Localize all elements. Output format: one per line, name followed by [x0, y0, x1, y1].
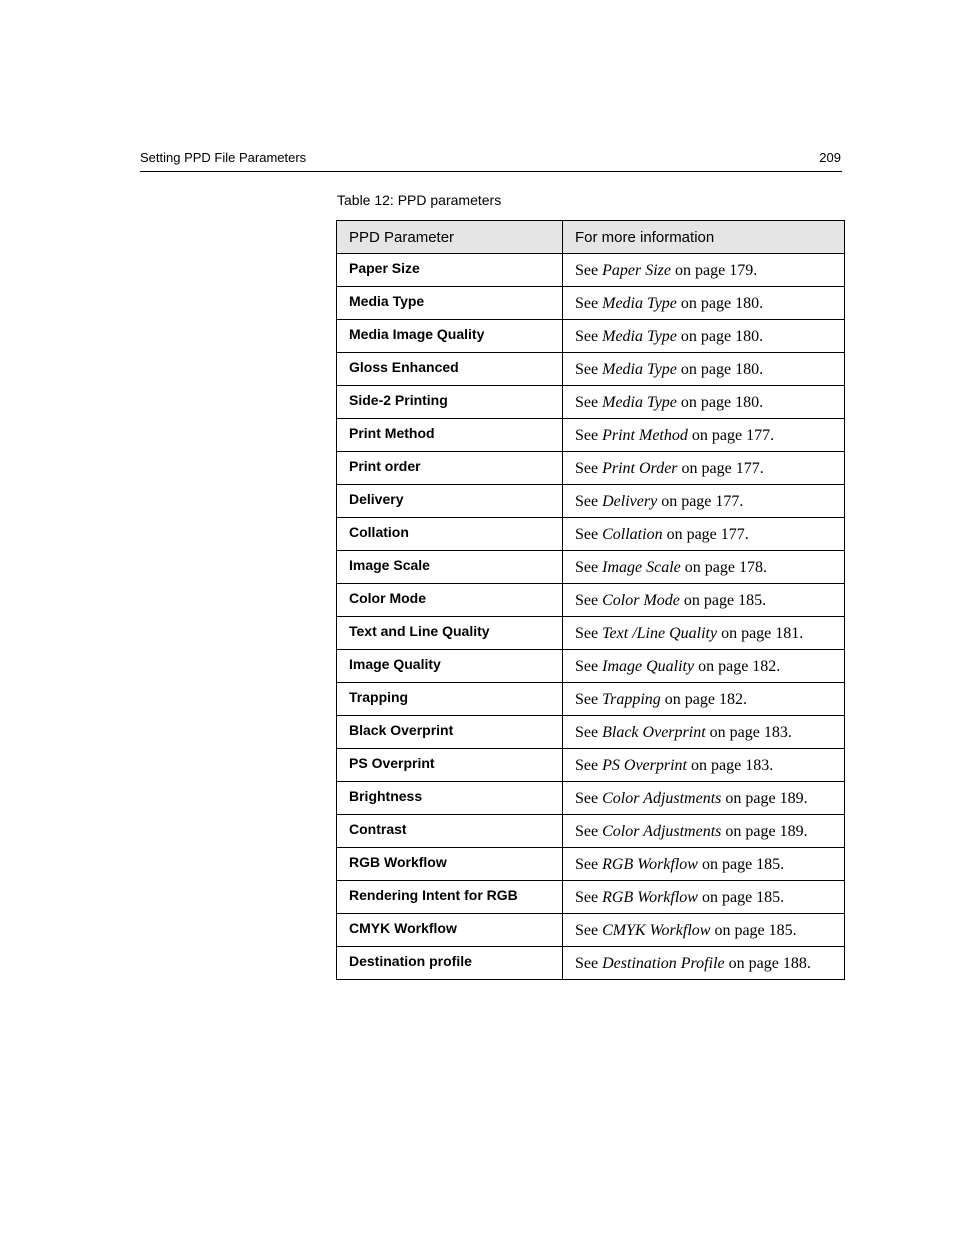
table-row [337, 518, 845, 551]
see-text: See [575, 559, 599, 576]
cross-reference-link[interactable]: Print Order [602, 460, 678, 477]
see-text: See [575, 823, 599, 840]
ppd-parameter-cell: PS Overprint [337, 749, 563, 782]
table-row [337, 254, 845, 287]
see-text: See [575, 724, 599, 741]
more-information-cell [563, 881, 845, 914]
table-row [337, 485, 845, 518]
cross-reference-link[interactable]: Color Adjustments [602, 823, 722, 840]
table-body [337, 254, 845, 980]
page-reference: on page 189. [725, 790, 808, 807]
cross-reference-link[interactable]: Black Overprint [602, 724, 706, 741]
cross-reference-link[interactable]: Media Type [602, 295, 677, 312]
more-information-cell [563, 551, 845, 584]
cross-reference-link[interactable]: Color Mode [602, 592, 680, 609]
page-reference: on page 180. [680, 295, 764, 312]
ppd-parameter-cell: Paper Size [337, 254, 563, 287]
more-information-cell [563, 287, 845, 320]
table-row [337, 782, 845, 815]
cross-reference-link[interactable]: Text /Line Quality [602, 625, 718, 642]
cross-reference-link[interactable]: Paper Size [602, 262, 671, 279]
see-text: See [575, 526, 599, 543]
page-reference: on page 188. [728, 955, 811, 972]
page-reference: on page 183. [709, 724, 792, 741]
page-reference: on page 177. [666, 526, 749, 543]
page-reference: on page 177. [691, 427, 775, 444]
table-row [337, 353, 845, 386]
running-header [140, 149, 842, 172]
cross-reference-link[interactable]: Destination Profile [602, 955, 725, 972]
see-text: See [575, 889, 599, 906]
more-information-cell [563, 254, 845, 287]
see-text: See [575, 361, 599, 378]
cross-reference-link[interactable]: Trapping [602, 691, 661, 708]
ppd-parameter-cell: Black Overprint [337, 716, 563, 749]
see-text: See [575, 658, 599, 675]
more-information-cell [563, 419, 845, 452]
ppd-parameter-cell: Delivery [337, 485, 563, 518]
table-caption: Table 12: PPD parameters [337, 192, 502, 208]
ppd-parameter-cell: RGB Workflow [337, 848, 563, 881]
page-reference: on page 185. [701, 856, 785, 873]
table-row [337, 683, 845, 716]
table-row [337, 881, 845, 914]
ppd-parameter-cell: Image Quality [337, 650, 563, 683]
page-reference: on page 183. [690, 757, 774, 774]
page-reference: on page 185. [701, 889, 785, 906]
table-row [337, 848, 845, 881]
cross-reference-link[interactable]: CMYK Workflow [602, 922, 711, 939]
ppd-parameter-cell: Side-2 Printing [337, 386, 563, 419]
more-information-cell [563, 749, 845, 782]
see-text: See [575, 460, 599, 477]
ppd-parameter-cell: Brightness [337, 782, 563, 815]
more-information-cell [563, 650, 845, 683]
more-information-cell [563, 683, 845, 716]
page-reference: on page 182. [664, 691, 747, 708]
ppd-parameter-cell: Collation [337, 518, 563, 551]
page-reference: on page 185. [683, 592, 767, 609]
table-row [337, 584, 845, 617]
cross-reference-link[interactable]: Delivery [602, 493, 658, 510]
see-text: See [575, 295, 599, 312]
more-information-cell [563, 584, 845, 617]
table-row [337, 551, 845, 584]
cross-reference-link[interactable]: Collation [602, 526, 663, 543]
page-reference: on page 180. [680, 328, 764, 345]
table-row [337, 749, 845, 782]
table-row [337, 320, 845, 353]
ppd-parameter-cell: Media Type [337, 287, 563, 320]
table-row [337, 452, 845, 485]
page-reference: on page 177. [681, 460, 764, 477]
page-reference: on page 180. [680, 361, 764, 378]
ppd-parameter-cell: CMYK Workflow [337, 914, 563, 947]
more-information-cell [563, 320, 845, 353]
see-text: See [575, 493, 599, 510]
see-text: See [575, 757, 599, 774]
more-information-cell [563, 452, 845, 485]
section-title: Setting PPD File Parameters [140, 150, 307, 165]
cross-reference-link[interactable]: Media Type [602, 328, 677, 345]
cross-reference-link[interactable]: PS Overprint [602, 757, 687, 774]
ppd-parameter-cell: Image Scale [337, 551, 563, 584]
see-text: See [575, 394, 599, 411]
page-reference: on page 179. [674, 262, 758, 279]
page-reference: on page 177. [661, 493, 744, 510]
cross-reference-link[interactable]: Color Adjustments [602, 790, 722, 807]
column-header-more-information: For more information [563, 221, 845, 254]
table-row [337, 386, 845, 419]
page-reference: on page 180. [680, 394, 764, 411]
ppd-parameter-cell: Contrast [337, 815, 563, 848]
ppd-parameter-cell: Destination profile [337, 947, 563, 980]
see-text: See [575, 790, 599, 807]
see-text: See [575, 691, 599, 708]
ppd-parameters-table [336, 220, 845, 980]
see-text: See [575, 856, 599, 873]
ppd-parameter-cell: Print Method [337, 419, 563, 452]
column-header-ppd-parameter: PPD Parameter [337, 221, 563, 254]
see-text: See [575, 328, 599, 345]
more-information-cell [563, 353, 845, 386]
page-number: 209 [819, 150, 841, 165]
page-reference: on page 189. [725, 823, 808, 840]
more-information-cell [563, 848, 845, 881]
ppd-parameter-cell: Text and Line Quality [337, 617, 563, 650]
cross-reference-link[interactable]: Image Scale [602, 559, 681, 576]
more-information-cell [563, 716, 845, 749]
ppd-parameter-cell: Rendering Intent for RGB [337, 881, 563, 914]
page-reference: on page 178. [684, 559, 767, 576]
see-text: See [575, 625, 599, 642]
cross-reference-link[interactable]: Media Type [602, 394, 677, 411]
more-information-cell [563, 782, 845, 815]
ppd-parameter-cell: Print order [337, 452, 563, 485]
more-information-cell [563, 947, 845, 980]
ppd-parameter-cell: Gloss Enhanced [337, 353, 563, 386]
see-text: See [575, 955, 599, 972]
cross-reference-link[interactable]: Media Type [602, 361, 677, 378]
ppd-parameter-cell: Color Mode [337, 584, 563, 617]
more-information-cell [563, 386, 845, 419]
cross-reference-link[interactable]: RGB Workflow [602, 856, 698, 873]
table-row [337, 650, 845, 683]
see-text: See [575, 262, 599, 279]
see-text: See [575, 592, 599, 609]
page-reference: on page 182. [698, 658, 781, 675]
more-information-cell [563, 518, 845, 551]
page-reference: on page 185. [714, 922, 797, 939]
more-information-cell [563, 485, 845, 518]
see-text: See [575, 427, 599, 444]
cross-reference-link[interactable]: Image Quality [602, 658, 695, 675]
see-text: See [575, 922, 599, 939]
page-reference: on page 181. [721, 625, 804, 642]
table-row [337, 815, 845, 848]
more-information-cell [563, 815, 845, 848]
table-row [337, 947, 845, 980]
cross-reference-link[interactable]: Print Method [602, 427, 688, 444]
table-row [337, 914, 845, 947]
more-information-cell [563, 914, 845, 947]
table-row [337, 617, 845, 650]
ppd-parameter-cell: Media Image Quality [337, 320, 563, 353]
ppd-parameter-cell: Trapping [337, 683, 563, 716]
table-row [337, 287, 845, 320]
table-row [337, 716, 845, 749]
table-row [337, 419, 845, 452]
table-header-row [337, 221, 845, 254]
cross-reference-link[interactable]: RGB Workflow [602, 889, 698, 906]
more-information-cell [563, 617, 845, 650]
